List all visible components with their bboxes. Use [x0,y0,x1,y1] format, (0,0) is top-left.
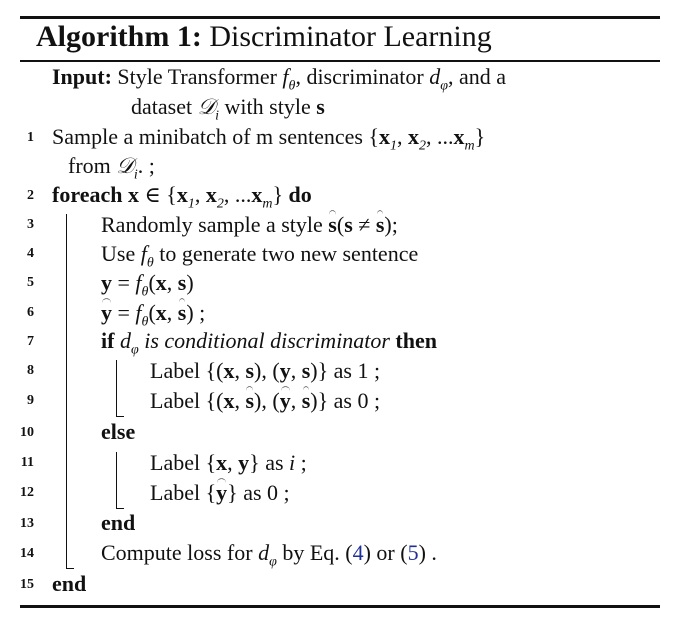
math-x: x [453,124,465,149]
line-9 [150,388,380,414]
text: ( [148,270,156,295]
input-text: Style Transformer [111,64,283,89]
line-number: 5 [27,275,34,290]
math-s-hat: s [245,388,255,413]
indent-bar-end [66,568,74,569]
text: , [166,300,178,325]
math-y: y [279,358,291,383]
line-number: 4 [27,246,34,261]
input-text: , discriminator [295,64,430,89]
algorithm-title [36,20,492,54]
top-rule [20,16,660,19]
math-d: d [429,64,441,89]
line-number: 11 [20,455,34,470]
math-x: x [205,182,217,207]
keyword-foreach: foreach [52,182,123,207]
text: , [227,450,239,475]
math-s: s [344,212,353,237]
math-dataset: 𝒟 [197,94,216,119]
math-f: f [282,64,289,89]
line-number: 8 [27,363,34,378]
line-number: 6 [27,305,34,320]
keyword-end: end [101,510,136,535]
indent-bar-end [116,508,124,509]
math-y: y [238,450,250,475]
condition-text: is conditional discriminator [138,328,390,353]
math-x: x [408,124,420,149]
text: . ; [137,153,155,178]
math-sub: θ [141,284,149,300]
math-sub: θ [146,255,154,271]
line-10 [101,419,135,445]
text: Sample a minibatch of m sentences { [52,124,380,149]
math-x: x [216,450,228,475]
text: = [112,300,136,325]
then-indent-bar [116,360,117,416]
math-sub: 1 [390,138,398,154]
text: ( [336,212,345,237]
line-number: 1 [27,130,34,145]
math-x: x [155,300,167,325]
math-dataset: 𝒟 [116,153,134,178]
text: , [234,358,246,383]
line-number: 7 [27,334,34,349]
input-text: dataset [131,94,198,119]
line-number: 10 [20,425,34,440]
math-s-hat: s [301,388,311,413]
math-sub: φ [130,342,139,358]
line-number: 13 [20,516,34,531]
math-s-hat: s [328,212,337,237]
text: to generate two new sentence [153,241,419,266]
text: , [234,388,246,413]
line-number: 12 [20,485,34,500]
math-s: s [245,358,255,383]
text: , [166,270,178,295]
math-sub: m [262,196,273,212]
text: ∈ { [138,182,177,207]
math-s-hat: s [375,212,385,237]
math-x: x [176,182,188,207]
math-y: y [101,270,112,295]
text: from [68,153,117,178]
math-sub: θ [288,78,296,94]
math-sub: i [215,108,220,124]
math-y-hat: y [279,388,291,413]
math-x: x [155,270,167,295]
text: ) [186,270,194,295]
math-sub: φ [440,78,448,94]
math-x: x [251,182,263,207]
line-number: 2 [27,188,34,203]
text: Label { [150,450,217,475]
math-y-hat: y [216,480,228,505]
line-number: 3 [27,217,34,232]
input-text: , and a [448,64,507,89]
line-13 [101,510,135,536]
algorithm-name: Discriminator Learning [201,20,492,53]
math-f: f [135,300,142,325]
text: ) ; [186,300,206,325]
math-sub: m [464,138,475,154]
math-x: x [379,124,391,149]
title-rule [20,60,660,62]
keyword-if: if [101,328,115,353]
math-x: x [223,358,235,383]
line-number: 14 [20,546,34,561]
math-x: x [122,182,139,207]
line-3 [101,212,398,238]
line-14 [101,540,437,575]
text: , [290,388,302,413]
input-text: with style [219,94,317,119]
keyword-then: then [389,328,437,353]
math-y-hat: y [101,300,112,325]
line-number: 15 [20,577,34,592]
line-12 [150,480,290,506]
math-sub: 1 [187,196,195,212]
math-sub: 2 [216,196,224,212]
line-15 [52,571,86,597]
line-8 [150,358,380,384]
else-indent-bar [116,452,117,508]
equation-reference-4[interactable]: 4 [352,540,364,565]
bottom-rule [20,605,660,608]
keyword-do: do [288,182,312,207]
keyword-else: else [101,419,136,444]
text: } as 0 ; [227,480,290,505]
math-i: i [289,450,296,475]
text: , [194,182,206,207]
text: ≠ [352,212,376,237]
equation-reference-5[interactable]: 5 [407,540,419,565]
math-x: x [223,388,235,413]
text: Use [101,241,141,266]
text: Compute loss for [101,540,259,565]
text: ) or ( [363,540,408,565]
text: ) . [418,540,437,565]
text: ), ( [254,358,280,383]
line-number: 9 [27,393,34,408]
math-s-hat: s [177,300,187,325]
math-sub: φ [269,554,277,570]
text: ); [384,212,398,237]
text: , [397,124,409,149]
text: ), ( [254,388,280,413]
math-d: d [258,540,270,565]
text: by Eq. ( [276,540,353,565]
text: Label {( [150,388,224,413]
text: )} as 1 ; [310,358,381,383]
math-d: d [114,328,131,353]
math-sub: θ [141,314,149,330]
math-f: f [140,241,147,266]
text: ( [148,300,156,325]
text: , [290,358,302,383]
text: Label { [150,480,217,505]
text: } [474,124,486,149]
text: , ... [426,124,454,149]
line-11 [150,450,307,476]
text: Randomly sample a style [101,212,329,237]
math-sub: 2 [419,138,427,154]
math-f: f [135,270,142,295]
foreach-indent-bar [66,214,67,568]
math-s: s [316,94,325,119]
math-s: s [301,358,311,383]
math-sub: i [133,167,138,183]
text: } [272,182,289,207]
text: } as [249,450,290,475]
indent-bar-end [116,416,124,417]
input-keyword: Input: [52,64,112,89]
text: ; [295,450,307,475]
text: Label {( [150,358,224,383]
text: , ... [223,182,252,207]
keyword-end: end [52,571,87,596]
algorithm-label: Algorithm 1: [36,20,202,53]
text: = [112,270,136,295]
math-s: s [177,270,187,295]
text: )} as 0 ; [310,388,381,413]
